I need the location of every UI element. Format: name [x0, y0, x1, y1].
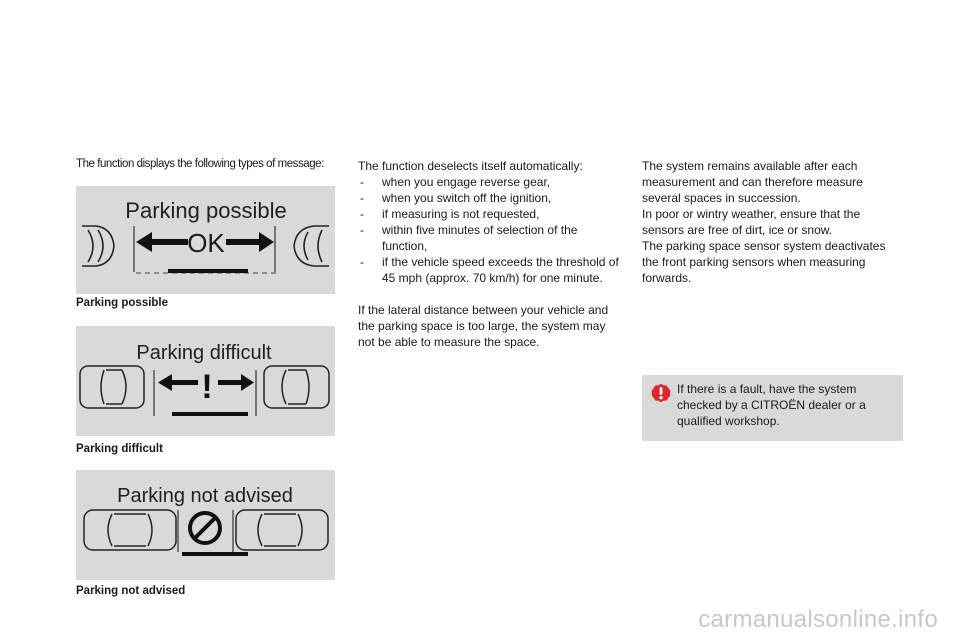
display-text-parking-possible: Parking possible: [125, 198, 287, 223]
arrow-left-icon: [158, 374, 198, 391]
deselect-heading: The function deselects itself automatically:: [358, 159, 583, 173]
intro-text: The function displays the following types of message:: [76, 158, 324, 170]
deselect-list: [358, 174, 620, 286]
fault-warning-box: [642, 375, 903, 441]
space-bar: [168, 269, 248, 273]
fault-warning-text: If there is a fault, have the system checked by a CITROËN dealer or a qualified workshop.: [677, 382, 866, 428]
space-bar: [172, 412, 248, 416]
list-item: - if measuring is not requested,: [358, 206, 620, 222]
availability-paragraph: The system remains available after each measurement and can therefore measure several spaces in succession.: [642, 159, 863, 205]
list-item: - if the vehicle speed exceeds the threshold of 45 mph (approx. 70 km/h) for one minute.: [358, 254, 620, 286]
weather-paragraph: In poor or wintry weather, ensure that the sensors are free of dirt, ice or snow.: [642, 207, 861, 237]
caption-parking-difficult: Parking difficult: [76, 443, 163, 455]
car-right-icon: [264, 366, 329, 408]
front-sensors-paragraph: The parking space sensor system deactivates the front parking sensors when measuring forwards.: [642, 239, 886, 285]
lateral-distance-paragraph: If the lateral distance between your vehicle and the parking space is too large, the system may not be able to measure the space.: [358, 303, 609, 349]
exclamation-symbol: !: [201, 368, 213, 406]
arrow-right-icon: [226, 232, 274, 252]
list-item: - when you engage reverse gear,: [358, 174, 620, 190]
car-left-icon: [84, 510, 176, 550]
deselect-section: [358, 158, 620, 350]
space-bar: [182, 552, 248, 556]
list-item: - when you switch off the ignition,: [358, 190, 620, 206]
display-text-parking-not-advised: Parking not advised: [117, 485, 293, 507]
caption-parking-possible: Parking possible: [76, 297, 169, 309]
list-item: - within five minutes of selection of the function,: [358, 222, 620, 254]
arrow-right-icon: [218, 374, 254, 391]
car-right-icon: [236, 510, 328, 550]
car-rear-icon: [82, 226, 114, 266]
ok-symbol: OK: [187, 228, 225, 258]
watermark: carmanualsonline.info: [698, 606, 938, 633]
arrow-left-icon: [136, 232, 188, 252]
caption-parking-not-advised: Parking not advised: [76, 585, 186, 597]
no-entry-icon: [190, 513, 220, 543]
panel-parking-possible: [76, 186, 335, 294]
car-front-icon: [294, 226, 329, 266]
panel-parking-difficult: [76, 326, 335, 436]
warning-icon: [651, 383, 671, 403]
panel-parking-not-advised: [76, 470, 335, 580]
display-text-parking-difficult: Parking difficult: [136, 342, 272, 364]
availability-section: [642, 158, 904, 286]
car-left-icon: [80, 366, 144, 408]
